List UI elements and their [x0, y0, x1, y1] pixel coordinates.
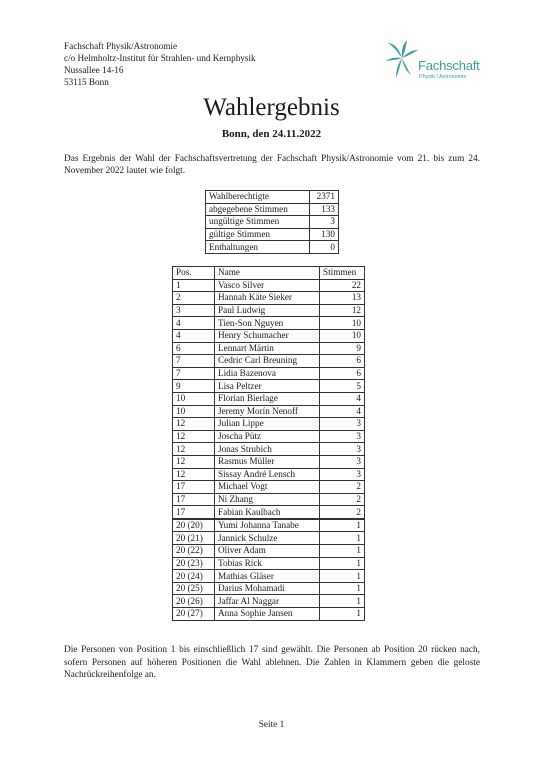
cell-votes: 2	[320, 506, 365, 519]
cell-name: Jeremy Morín Nenoff	[215, 405, 320, 418]
logo-wordmark: Fachschaft	[418, 58, 480, 73]
cell-pos: 20 (22)	[173, 545, 215, 558]
cell-pos: 3	[173, 304, 215, 317]
cell-pos: 1	[173, 279, 215, 292]
cell-votes: 2	[320, 481, 365, 494]
cell-pos: 17	[173, 481, 215, 494]
table-row	[173, 493, 365, 506]
cell-name: Tien-Son Nguyen	[215, 317, 320, 330]
cell-name: Jannick Schulze	[215, 532, 320, 545]
cell-name: Cedric Carl Breuning	[215, 355, 320, 368]
table-row	[173, 304, 365, 317]
cell-pos: 20 (25)	[173, 582, 215, 595]
summary-row	[206, 191, 339, 204]
page-title: Wahlergebnis	[203, 94, 340, 121]
table-row	[173, 367, 365, 380]
table-row	[173, 570, 365, 583]
address-line: Nussallee 14-16	[64, 65, 124, 76]
summary-value: 2371	[310, 191, 339, 204]
cell-pos: 17	[173, 506, 215, 519]
table-row	[173, 506, 365, 519]
address-line: c/o Helmholtz-Institut für Strahlen- und Kernphysik	[64, 53, 256, 64]
table-row	[173, 405, 365, 418]
cell-pos: 4	[173, 329, 215, 342]
cell-votes: 13	[320, 292, 365, 305]
cell-name: Lisa Peltzer	[215, 380, 320, 393]
cell-name: Ni Zhang	[215, 493, 320, 506]
table-row	[173, 355, 365, 368]
cell-name: Paul Ludwig	[215, 304, 320, 317]
cell-name: Sissay André Lensch	[215, 468, 320, 481]
table-row	[173, 317, 365, 330]
cell-name: Lennart Märtin	[215, 342, 320, 355]
summary-value: 133	[310, 203, 339, 216]
table-row	[173, 455, 365, 468]
summary-value: 130	[310, 228, 339, 241]
cell-pos: 9	[173, 380, 215, 393]
address-line: Fachschaft Physik/Astronomie	[64, 41, 178, 51]
cell-pos: 12	[173, 443, 215, 456]
header-name: Name	[215, 267, 320, 280]
cell-pos: 20 (26)	[173, 595, 215, 608]
cell-votes: 10	[320, 317, 365, 330]
cell-name: Joscha Pütz	[215, 430, 320, 443]
table-row	[173, 545, 365, 558]
cell-name: Michael Vogt	[215, 481, 320, 494]
cell-votes: 12	[320, 304, 365, 317]
cell-votes: 1	[320, 519, 365, 532]
table-row	[173, 532, 365, 545]
leaf-icon	[384, 38, 420, 82]
table-row	[173, 380, 365, 393]
cell-votes: 3	[320, 468, 365, 481]
table-row	[173, 430, 365, 443]
table-row	[173, 557, 365, 570]
table-header-row	[173, 267, 365, 280]
header-pos: Pos.	[173, 267, 215, 280]
cell-pos: 20 (23)	[173, 557, 215, 570]
cell-votes: 3	[320, 443, 365, 456]
cell-votes: 4	[320, 392, 365, 405]
page-number: Seite 1	[258, 720, 285, 730]
cell-pos: 7	[173, 367, 215, 380]
cell-name: Lidia Bazenova	[215, 367, 320, 380]
cell-votes: 3	[320, 455, 365, 468]
cell-name: Fabian Kaulbach	[215, 506, 320, 519]
cell-votes: 2	[320, 493, 365, 506]
cell-name: Jonas Strubich	[215, 443, 320, 456]
cell-name: Rasmus Müller	[215, 455, 320, 468]
cell-pos: 20 (21)	[173, 532, 215, 545]
cell-votes: 5	[320, 380, 365, 393]
cell-name: Tobias Rick	[215, 557, 320, 570]
intro-paragraph: Das Ergebnis der Wahl der Fachschaftsvertretung der Fachschaft Physik/Astronomie vom 21. bis zum 24. November 2022 lautet wie folgt.	[64, 154, 480, 176]
table-row	[173, 329, 365, 342]
cell-pos: 4	[173, 317, 215, 330]
cell-name: Julian Lippe	[215, 418, 320, 431]
cell-votes: 6	[320, 355, 365, 368]
cell-pos: 20 (27)	[173, 608, 215, 621]
cell-name: Oliver Adam	[215, 545, 320, 558]
summary-label: abgegebene Stimmen	[206, 203, 310, 216]
footer-paragraph: Die Personen von Position 1 bis einschließlich 17 sind gewählt. Die Personen ab Position 20 rücken nach, sofern Personen auf höheren Positionen die Wahl ablehnen. Die Zahlen in Klammern geben die geloste Nachrückreihenfolge an.	[64, 645, 480, 681]
table-row	[173, 418, 365, 431]
cell-votes: 1	[320, 545, 365, 558]
cell-pos: 17	[173, 493, 215, 506]
table-row	[173, 595, 365, 608]
logo-subtitle: Physik / Astronomie	[419, 74, 467, 80]
summary-label: Wahlberechtigte	[206, 191, 310, 204]
table-row	[173, 468, 365, 481]
table-row	[173, 582, 365, 595]
cell-pos: 2	[173, 292, 215, 305]
summary-label: gültige Stimmen	[206, 228, 310, 241]
date-line: Bonn, den 24.11.2022	[221, 128, 322, 140]
summary-label: ungültige Stimmen	[206, 216, 310, 229]
cell-votes: 1	[320, 582, 365, 595]
table-row	[173, 292, 365, 305]
sender-address	[64, 40, 256, 88]
table-row	[173, 392, 365, 405]
summary-table	[205, 190, 339, 254]
cell-pos: 10	[173, 405, 215, 418]
cell-votes: 22	[320, 279, 365, 292]
table-row	[173, 443, 365, 456]
summary-row	[206, 228, 339, 241]
cell-pos: 12	[173, 418, 215, 431]
cell-name: Florian Bierlage	[215, 392, 320, 405]
cell-name: Jaffar Al Naggar	[215, 595, 320, 608]
summary-row	[206, 241, 339, 254]
cell-votes: 4	[320, 405, 365, 418]
summary-label: Enthaltungen	[206, 241, 310, 254]
cell-pos: 6	[173, 342, 215, 355]
cell-name: Henry Schumacher	[215, 329, 320, 342]
table-row	[173, 279, 365, 292]
summary-value: 0	[310, 241, 339, 254]
cell-pos: 12	[173, 455, 215, 468]
table-row	[173, 481, 365, 494]
cell-votes: 1	[320, 595, 365, 608]
summary-row	[206, 203, 339, 216]
cell-name: Yumi Johanna Tanabe	[215, 519, 320, 532]
cell-votes: 9	[320, 342, 365, 355]
cell-votes: 1	[320, 532, 365, 545]
cell-name: Hannah Käte Sieker	[215, 292, 320, 305]
cell-votes: 3	[320, 418, 365, 431]
cell-votes: 1	[320, 570, 365, 583]
cell-name: Vasco Silver	[215, 279, 320, 292]
cell-name: Mathias Gläser	[215, 570, 320, 583]
cell-votes: 10	[320, 329, 365, 342]
cell-pos: 20 (24)	[173, 570, 215, 583]
cell-pos: 12	[173, 468, 215, 481]
cell-pos: 12	[173, 430, 215, 443]
cell-name: Anna Sophie Jansen	[215, 608, 320, 621]
fachschaft-logo	[384, 36, 484, 84]
table-row	[173, 519, 365, 532]
cell-pos: 20 (20)	[173, 519, 215, 532]
header-votes: Stimmen	[320, 267, 365, 280]
cell-name: Darius Mohamadi	[215, 582, 320, 595]
cell-pos: 10	[173, 392, 215, 405]
cell-votes: 6	[320, 367, 365, 380]
cell-votes: 1	[320, 608, 365, 621]
results-table	[172, 266, 365, 621]
table-row	[173, 342, 365, 355]
summary-row	[206, 216, 339, 229]
table-row	[173, 608, 365, 621]
cell-pos: 7	[173, 355, 215, 368]
address-line: 53115 Bonn	[64, 77, 109, 88]
cell-votes: 3	[320, 430, 365, 443]
cell-votes: 1	[320, 557, 365, 570]
summary-value: 3	[310, 216, 339, 229]
